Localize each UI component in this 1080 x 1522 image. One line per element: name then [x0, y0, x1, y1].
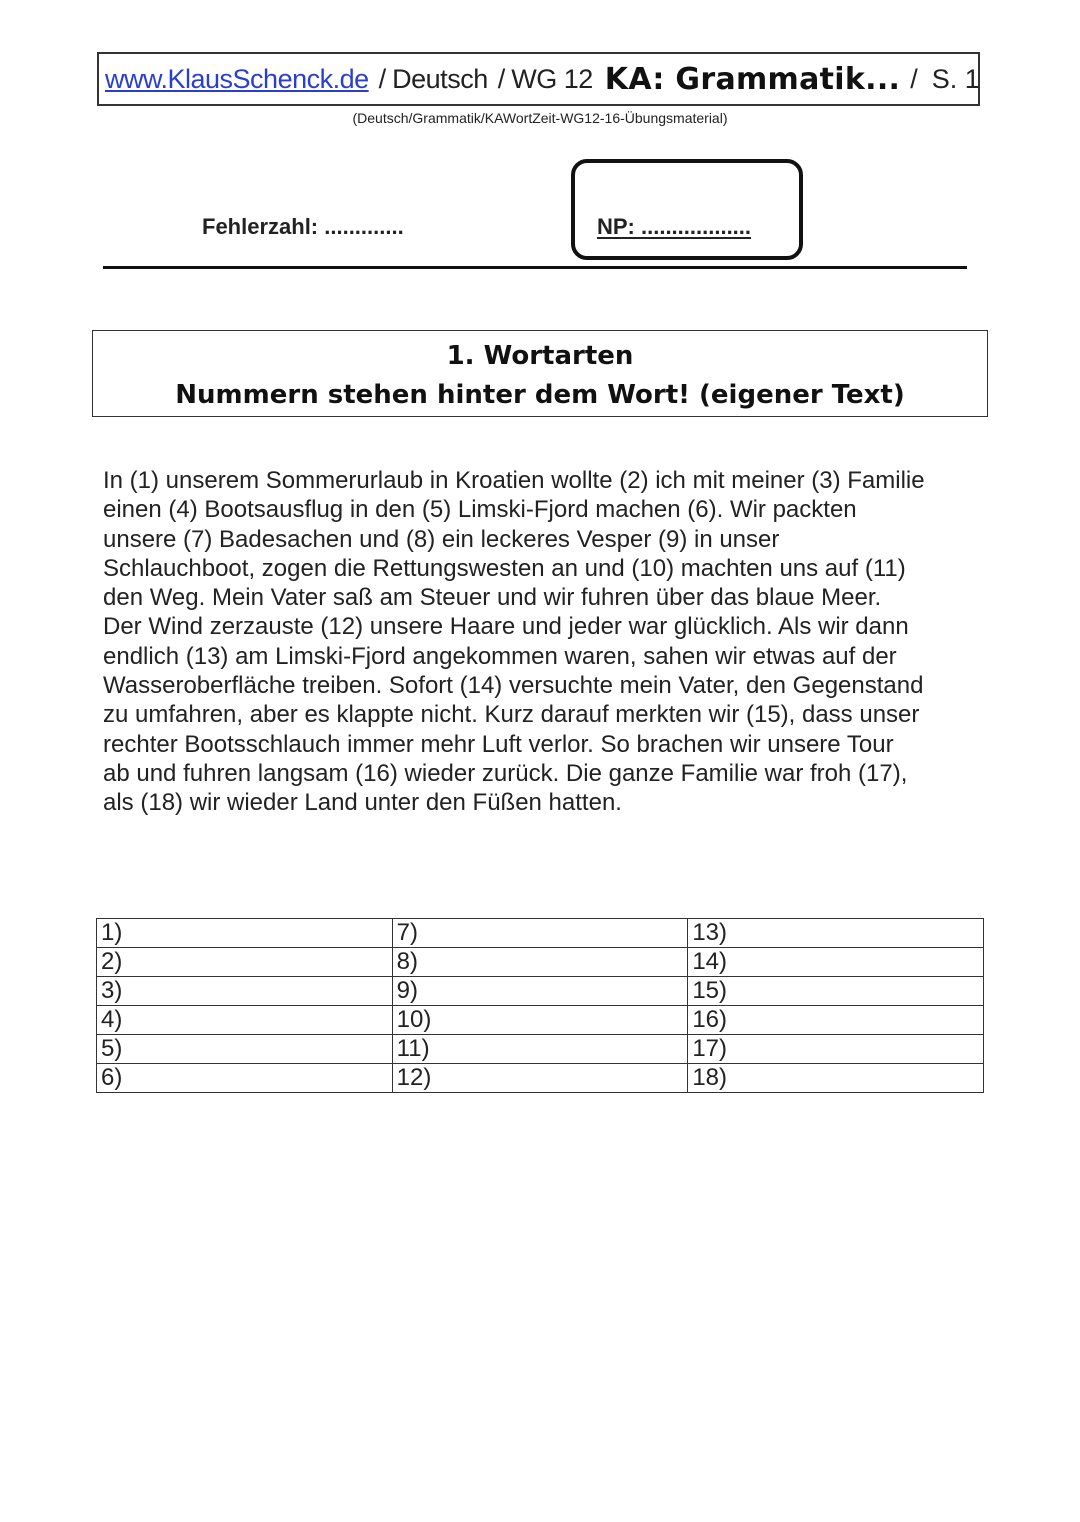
header-separator: / — [910, 63, 918, 94]
exercise-text — [103, 466, 993, 818]
text-line: In (1) unserem Sommerurlaub in Kroatien wollte (2) ich mit meiner (3) Familie — [103, 467, 925, 494]
answer-cell[interactable]: 7) — [392, 919, 688, 948]
header-subject: Deutsch — [392, 63, 488, 94]
table-row — [97, 1064, 984, 1093]
text-line: Wasseroberfläche treiben. Sofort (14) versuchte mein Vater, den Gegenstand — [103, 672, 924, 700]
table-row — [97, 948, 984, 977]
text-line: Schlauchboot, zogen die Rettungswesten an und (10) machten uns auf (11) — [103, 554, 906, 582]
text-line: zu umfahren, aber es klappte nicht. Kurz darauf merkten wir (15), dass unser — [103, 701, 920, 729]
section-heading-box — [92, 330, 988, 417]
answer-cell[interactable]: 1) — [97, 919, 393, 948]
answer-cell[interactable]: 13) — [688, 919, 984, 948]
page-number: S. 1 — [931, 63, 980, 94]
page-header — [97, 52, 980, 106]
answer-cell[interactable]: 17) — [688, 1035, 984, 1064]
table-row — [97, 1006, 984, 1035]
table-row — [97, 1035, 984, 1064]
header-title: KA: Grammatik... — [604, 61, 901, 97]
section-title: 1. Wortarten — [446, 341, 634, 371]
text-line: den Weg. Mein Vater saß am Steuer und wir fuhren über das blaue Meer. — [103, 584, 882, 612]
table-row — [97, 977, 984, 1006]
answer-cell[interactable]: 16) — [688, 1006, 984, 1035]
answer-cell[interactable]: 15) — [688, 977, 984, 1006]
website-link[interactable]: www.KlausSchenck.de — [105, 63, 369, 94]
np-score-box — [571, 159, 803, 260]
answer-cell[interactable]: 8) — [392, 948, 688, 977]
text-line: als (18) wir wieder Land unter den Füßen hatten. — [103, 789, 622, 817]
header-separator: / — [497, 63, 506, 94]
divider — [103, 266, 967, 269]
text-line: endlich (13) am Limski-Fjord angekommen waren, sahen wir etwas auf der — [103, 642, 897, 670]
section-subtitle: Nummern stehen hinter dem Wort! (eigener Text) — [175, 380, 905, 410]
header-separator: / — [378, 63, 387, 94]
answer-table — [96, 918, 984, 1093]
answer-cell[interactable]: 14) — [688, 948, 984, 977]
np-score-field: NP: .................. — [597, 214, 752, 239]
answer-cell[interactable]: 3) — [97, 977, 393, 1006]
answer-cell[interactable]: 4) — [97, 1006, 393, 1035]
text-line: ab und fuhren langsam (16) wieder zurück. Die ganze Familie war froh (17), — [103, 759, 908, 787]
text-line: unsere (7) Badesachen und (8) ein leckeres Vesper (9) in unser — [103, 525, 780, 553]
answer-cell[interactable]: 10) — [392, 1006, 688, 1035]
table-row — [97, 919, 984, 948]
header-class: WG 12 — [511, 63, 593, 94]
file-path: (Deutsch/Grammatik/KAWortZeit-WG12-16-Übungsmaterial) — [352, 110, 728, 126]
text-line: rechter Bootsschlauch immer mehr Luft verlor. So brachen wir unsere Tour — [103, 730, 894, 758]
answer-cell[interactable]: 6) — [97, 1064, 393, 1093]
answer-cell[interactable]: 18) — [688, 1064, 984, 1093]
error-count-field: Fehlerzahl: ............. — [202, 214, 404, 239]
answer-cell[interactable]: 5) — [97, 1035, 393, 1064]
answer-cell[interactable]: 9) — [392, 977, 688, 1006]
answer-cell[interactable]: 2) — [97, 948, 393, 977]
answer-cell[interactable]: 11) — [392, 1035, 688, 1064]
text-line: Der Wind zerzauste (12) unsere Haare und jeder war glücklich. Als wir dann — [103, 613, 909, 641]
answer-cell[interactable]: 12) — [392, 1064, 688, 1093]
text-line: einen (4) Bootsausflug in den (5) Limski-Fjord machen (6). Wir packten — [103, 496, 857, 524]
